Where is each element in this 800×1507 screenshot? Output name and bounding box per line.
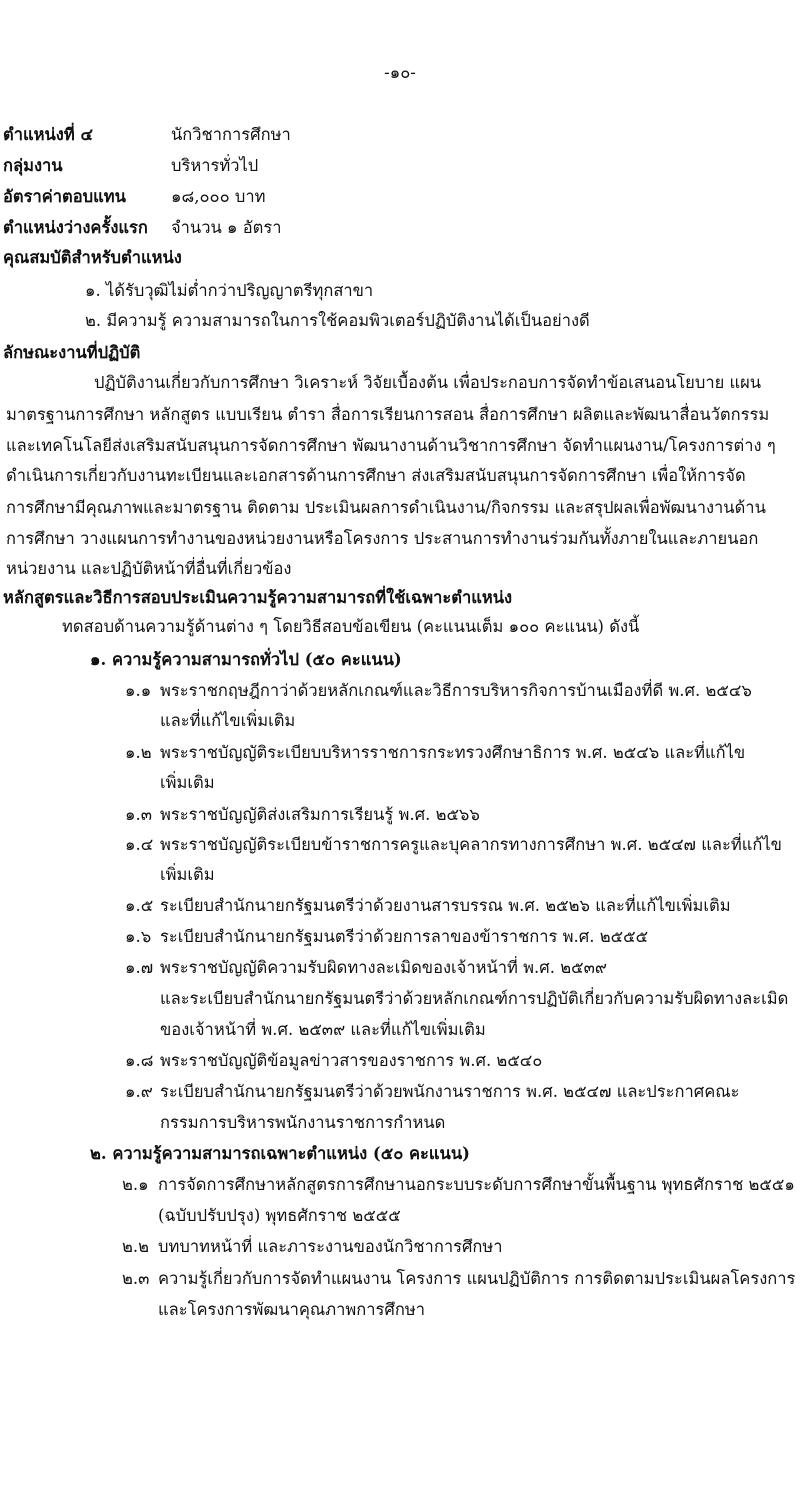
work-group-label: กลุ่มงาน [3,156,63,175]
vacancy-value: จำนวน ๑ อัตรา [171,218,282,237]
item-text: ระเบียบสำนักนายกรัฐมนตรีว่าด้วยพนักงานราชการ พ.ศ. ๒๕๔๗ และประกาศคณะ [160,1082,740,1101]
exam-heading: หลักสูตรและวิธีการสอบประเมินความรู้ความสามารถที่ใช้เฉพาะตำแหน่ง [3,588,513,607]
work-group-value: บริหารทั่วไป [171,156,259,175]
item-text: และโครงการพัฒนาคุณภาพการศึกษา [158,1300,425,1319]
page-number: -๑๐- [384,63,416,82]
item-number: ๒.๓ [122,1269,150,1288]
item-text: พระราชบัญญัติระเบียบข้าราชการครูและบุคลากรทางการศึกษา พ.ศ. ๒๕๔๗ และที่แก้ไข [160,835,782,854]
item-text: (ฉบับปรับปรุง) พุทธศักราช ๒๕๕๕ [158,1206,401,1225]
item-number: ๑.๑ [125,681,152,700]
item-text: เพิ่มเติม [160,865,215,884]
item-number: ๑.๙ [125,1082,153,1101]
duties-line: ดำเนินการเกี่ยวกับงานทะเบียนและเอกสารด้านการศึกษา ส่งเสริมสนับสนุนการจัดการศึกษา เพื่อให้การจัด [6,466,746,485]
item-text: พระราชบัญญัติความรับผิดทางละเมิดของเจ้าหน้าที่ พ.ศ. ๒๕๓๙ [160,958,607,977]
item-text: ระเบียบสำนักนายกรัฐมนตรีว่าด้วยการลาของข้าราชการ พ.ศ. ๒๕๕๕ [160,927,649,946]
item-text: การจัดการศึกษาหลักสูตรการศึกษานอกระบบระดับการศึกษาขั้นพื้นฐาน พุทธศักราช ๒๕๕๑ [158,1175,795,1194]
item-text: พระราชบัญญัติระเบียบบริหารราชการกระทรวงศึกษาธิการ พ.ศ. ๒๕๔๖ และที่แก้ไข [160,743,746,762]
item-text: บทบาทหน้าที่ และภาระงานของนักวิชาการศึกษา [158,1237,503,1256]
item-text: พระราชกฤษฎีกาว่าด้วยหลักเกณฑ์และวิธีการบริหารกิจการบ้านเมืองที่ดี พ.ศ. ๒๕๔๖ [160,681,752,700]
item-text: และระเบียบสำนักนายกรัฐมนตรีว่าด้วยหลักเกณฑ์การปฏิบัติเกี่ยวกับความรับผิดทางละเมิด [160,989,789,1008]
item-text: พระราชบัญญัติข้อมูลข่าวสารของราชการ พ.ศ. ๒๕๔๐ [160,1051,543,1070]
salary-value: ๑๘,๐๐๐ บาท [171,187,266,206]
duties-line: ปฏิบัติงานเกี่ยวกับการศึกษา วิเคราะห์ วิจัยเบื้องต้น เพื่อประกอบการจัดทำข้อเสนอนโยบาย แผน [94,373,762,392]
item-text: กรรมการบริหารพนักงานราชการกำหนด [160,1113,446,1132]
duties-line: และเทคโนโลยีส่งเสริมสนับสนุนการจัดการศึกษา พัฒนางานด้านวิชาการศึกษา จัดทำแผนงาน/โครงการต่าง ๆ [6,436,776,455]
vacancy-label: ตำแหน่งว่างครั้งแรก [3,218,148,237]
item-number: ๑.๔ [125,835,154,854]
item-number: ๑.๕ [125,896,154,915]
item-text: ระเบียบสำนักนายกรัฐมนตรีว่าด้วยงานสารบรรณ พ.ศ. ๒๕๒๖ และที่แก้ไขเพิ่มเติม [160,896,731,915]
item-text: และที่แก้ไขเพิ่มเติม [160,711,296,730]
part2-heading: ๒. ความรู้ความสามารถเฉพาะตำแหน่ง (๕๐ คะแนน) [90,1144,470,1163]
item-text: ความรู้เกี่ยวกับการจัดทำแผนงาน โครงการ แผนปฏิบัติการ การติดตามประเมินผลโครงการ [158,1269,796,1288]
qualification-item: ๑. ได้รับวุฒิไม่ต่ำกว่าปริญญาตรีทุกสาขา [85,281,374,300]
exam-intro: ทดสอบด้านความรู้ด้านต่าง ๆ โดยวิธีสอบข้อเขียน (คะแนนเต็ม ๑๐๐ คะแนน) ดังนี้ [62,617,640,636]
item-number: ๒.๒ [122,1237,149,1256]
item-text: เพิ่มเติม [160,773,215,792]
item-number: ๑.๗ [125,958,154,977]
duties-line: การศึกษามีคุณภาพและมาตรฐาน ติดตาม ประเมินผลการดำเนินงาน/กิจกรรม และสรุปผลเพื่อพัฒนางานด้าน [6,498,766,517]
item-text: พระราชบัญญัติส่งเสริมการเรียนรู้ พ.ศ. ๒๕๖๖ [160,805,480,824]
item-number: ๑.๘ [125,1051,154,1070]
qualifications-heading: คุณสมบัติสำหรับตำแหน่ง [3,248,182,267]
duties-line: มาตรฐานการศึกษา หลักสูตร แบบเรียน ตำรา สื่อการเรียนการสอน สื่อการศึกษา ผลิตและพัฒนาสื่อนวัตกรรม [6,405,770,424]
duties-heading: ลักษณะงานที่ปฏิบัติ [3,343,141,362]
item-number: ๑.๖ [125,927,152,946]
part1-heading: ๑. ความรู้ความสามารถทั่วไป (๕๐ คะแนน) [90,650,402,669]
duties-line: หน่วยงาน และปฏิบัติหน้าที่อื่นที่เกี่ยวข้อง [6,559,292,578]
item-text: ของเจ้าหน้าที่ พ.ศ. ๒๕๓๙ และที่แก้ไขเพิ่มเติม [160,1020,486,1039]
item-number: ๑.๓ [125,805,152,824]
salary-label: อัตราค่าตอบแทน [3,187,126,206]
item-number: ๒.๑ [122,1175,149,1194]
position-value: นักวิชาการศึกษา [171,125,291,144]
item-number: ๑.๒ [125,743,152,762]
duties-line: การศึกษา วางแผนการทำงานของหน่วยงานหรือโครงการ ประสานการทำงานร่วมกันทั้งภายในและภายนอก [6,529,759,548]
position-label: ตำแหน่งที่ ๔ [3,125,93,144]
qualification-item: ๒. มีความรู้ ความสามารถในการใช้คอมพิวเตอร์ปฏิบัติงานได้เป็นอย่างดี [85,311,590,330]
